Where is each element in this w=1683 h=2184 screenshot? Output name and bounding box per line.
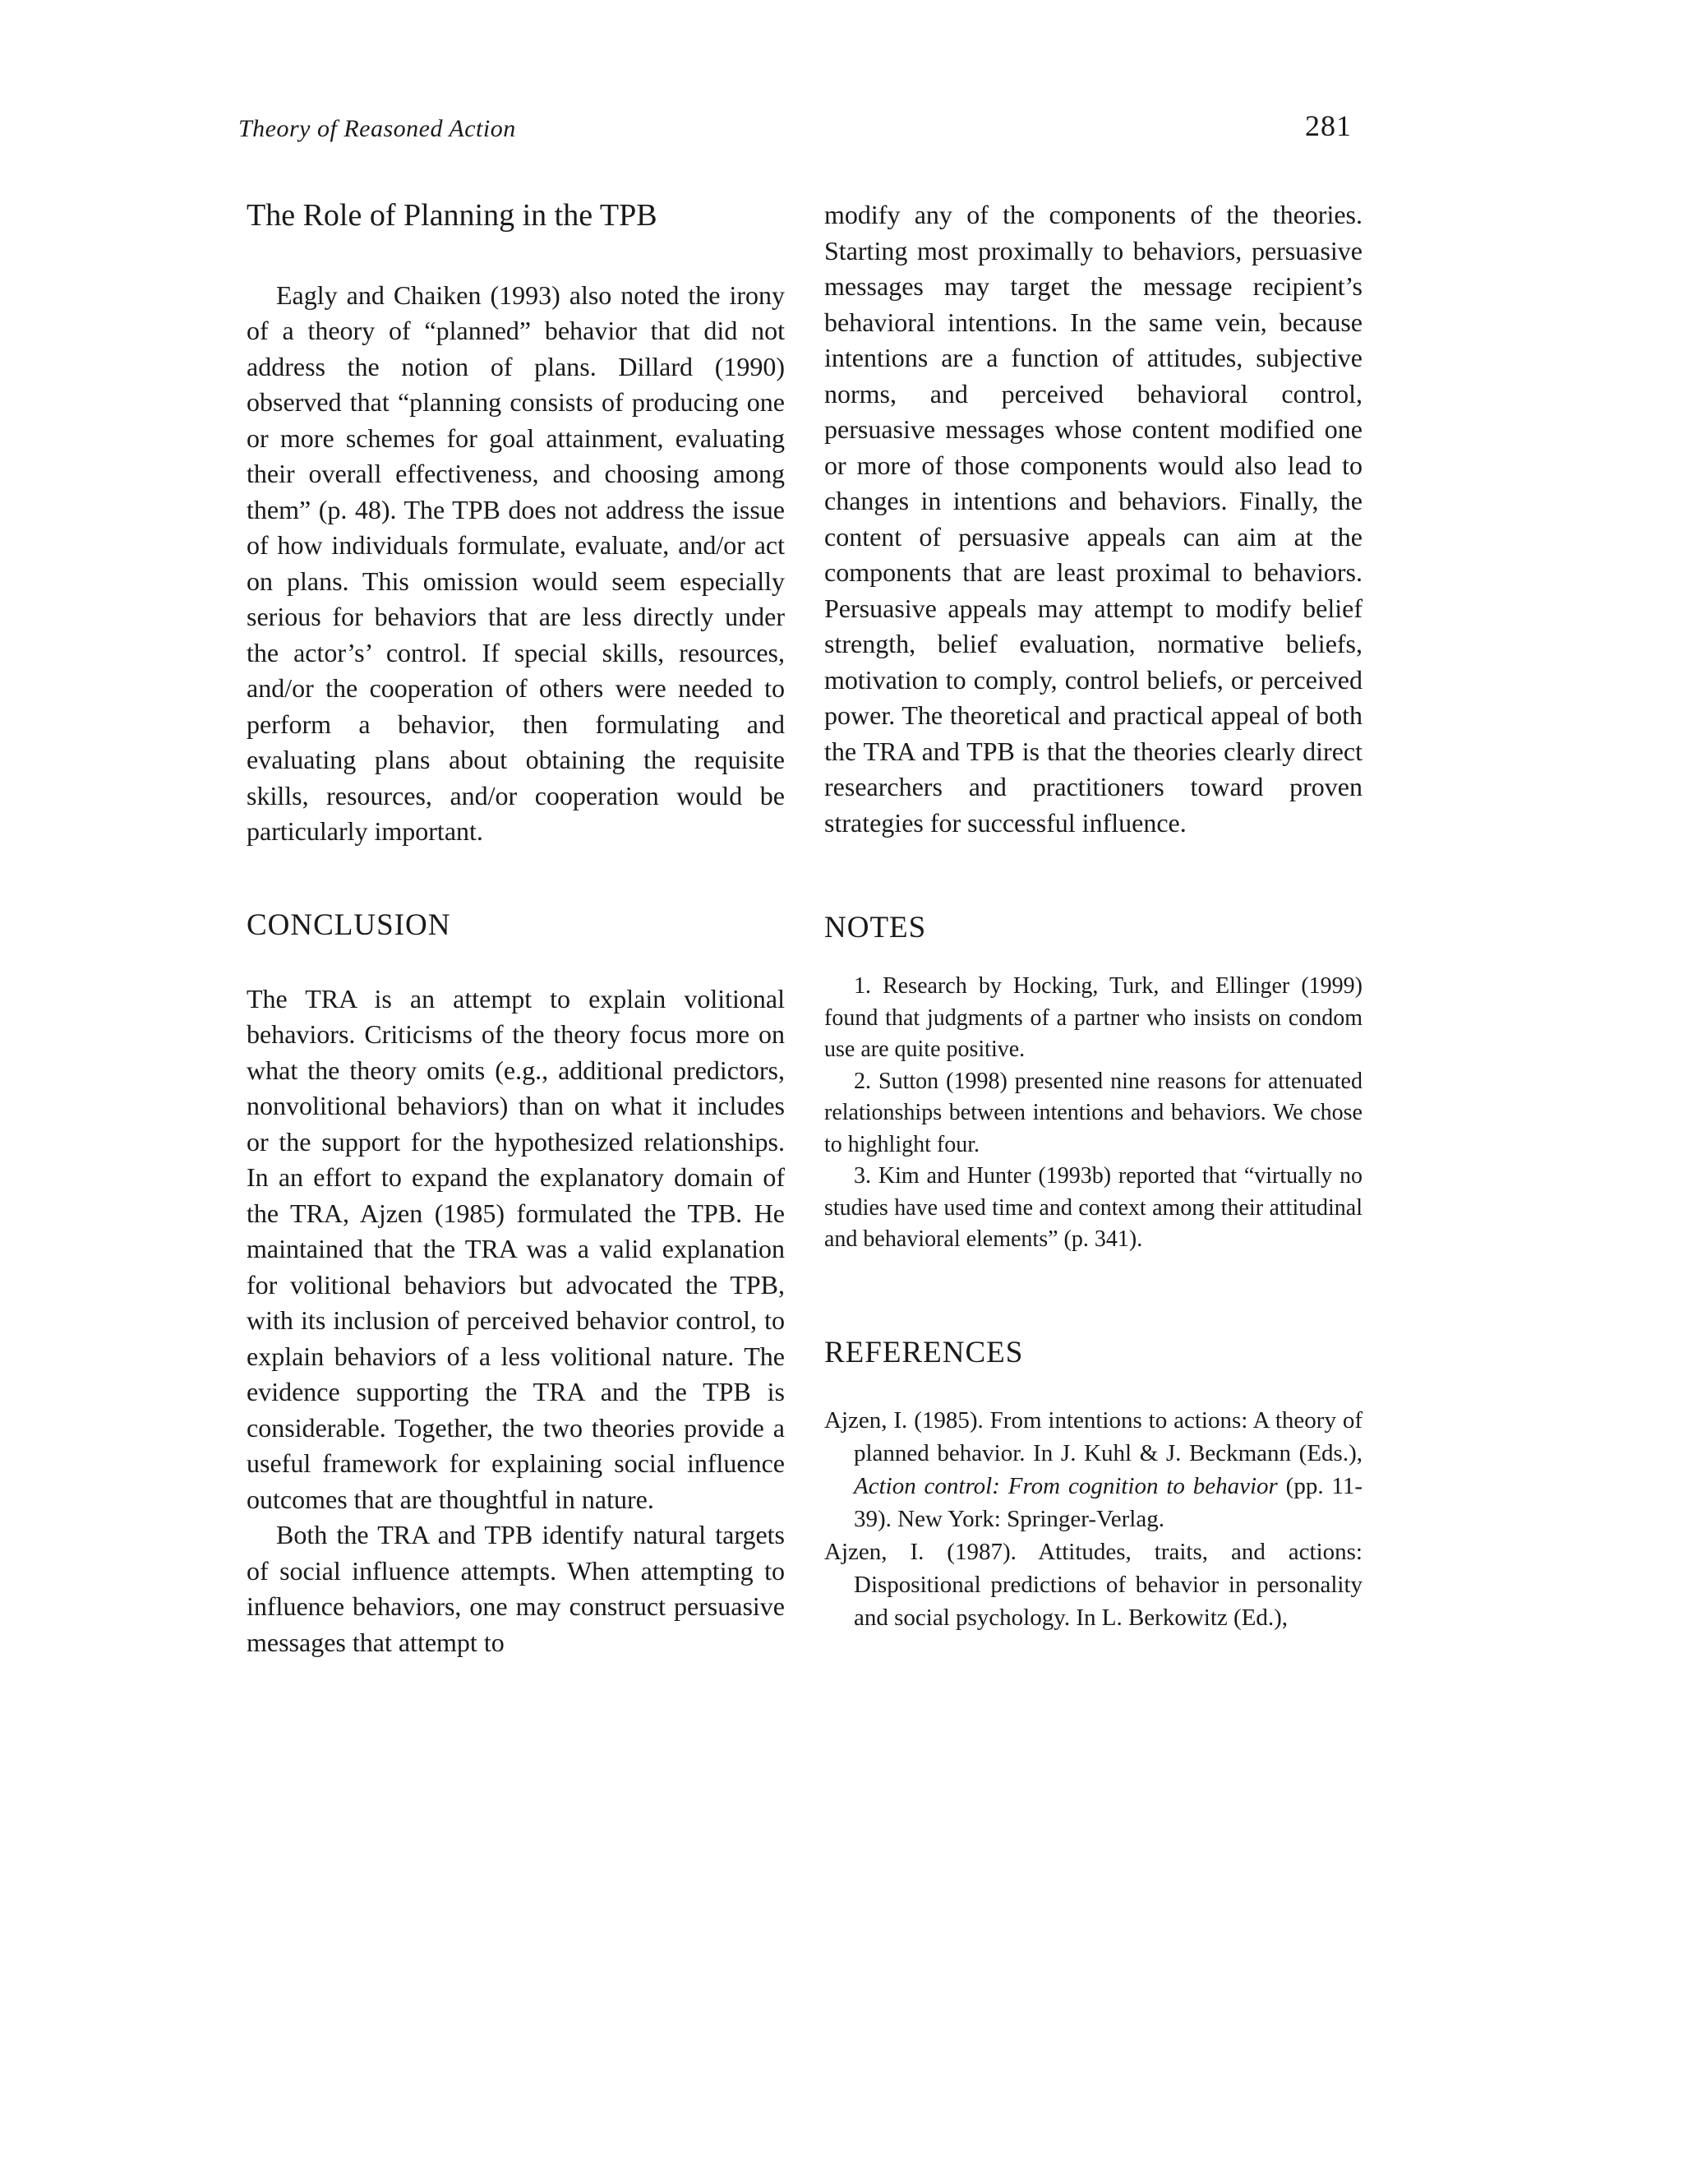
conclusion-paragraph-2: Both the TRA and TPB identify natural targets of social influence attempts. When attempting to influence behaviors, one may construct persuasive messages that attempt to (247, 1520, 785, 1657)
note-item: 2. Sutton (1998) presented nine reasons for attenuated relationships between intentions and behaviors. We chose to highlight four. (824, 1068, 1363, 1157)
conclusion-heading: CONCLUSION (247, 907, 451, 942)
reference-book-title: Action control: From cognition to behavior (854, 1473, 1278, 1500)
page-number: 281 (1305, 109, 1352, 142)
note-item: 3. Kim and Hunter (1993b) reported that “virtually no studies have used time and context among their attitudinal and behavioral elements” (p. 341). (824, 1163, 1363, 1253)
planning-heading: The Role of Planning in the TPB (247, 198, 657, 233)
reference-list (824, 1404, 1363, 1634)
reference-text: (pp. 11-39). New York: Springer-Verlag. (854, 1473, 1363, 1533)
reference-text: Ajzen, I. (1985). From intentions to actions: A theory of planned behavior. In J. Kuhl & J. Beckmann (Eds.), (824, 1407, 1363, 1467)
right-column (824, 197, 1363, 1634)
references-heading: REFERENCES (824, 1335, 1024, 1369)
left-column (247, 197, 785, 1660)
reference-entry: Ajzen, I. (1987). Attitudes, traits, and actions: Dispositional predictions of behavior in personality and social psychology. In L. Berkowitz (Ed.), (824, 1539, 1363, 1632)
running-head: Theory of Reasoned Action (238, 115, 516, 142)
continued-paragraph: modify any of the components of the theories. Starting most proximally to behaviors, persuasive messages may target the message recipient’s behavioral intentions. In the same vein, because intentions are a function of attitudes, subjective norms, and perceived behavioral control, persuasive messages whose content modified one or more of those components would also lead to changes in intentions and behaviors. Finally, the content of persuasive appeals can aim at the components that are least proximal to behaviors. Persuasive appeals may attempt to modify belief strength, belief evaluation, normative beliefs, motivation to comply, control beliefs, or perceived power. The theoretical and practical appeal of both the TRA and TPB is that the theories clearly direct researchers and practitioners toward proven strategies for successful influence. (824, 200, 1363, 838)
conclusion-paragraph-1: The TRA is an attempt to explain volitional behaviors. Criticisms of the theory focus more on what the theory omits (e.g., additional predictors, nonvolitional behaviors) than on what it includes or the support for the hypothesized relationships. In an effort to expand the explanatory domain of the TRA, Ajzen (1985) formulated the TPB. He maintained that the TRA was a valid explanation for volitional behaviors but advocated the TPB, with its inclusion of perceived behavior control, to explain behaviors of a less volitional nature. The evidence supporting the TRA and the TPB is considerable. Together, the two theories provide a useful framework for explaining social influence outcomes that are thoughtful in nature. (247, 983, 785, 1514)
reference-entry (824, 1404, 1363, 1535)
notes-list (824, 971, 1363, 1256)
planning-paragraph: Eagly and Chaiken (1993) also noted the irony of a theory of “planned” behavior that did not address the notion of plans. Dillard (1990) observed that “planning consists of producing one or more schemes for goal attainment, evaluating their overall effectiveness, and choosing among them” (p. 48). The TPB does not address the issue of how individuals formulate, evaluate, and/or act on plans. This omission would seem especially serious for behaviors that are less directly under the actor’s’ control. If special skills, resources, and/or the cooperation of others were needed to perform a behavior, then formulating and evaluating plans about obtaining the requisite skills, resources, and/or cooperation would be particularly important. (247, 279, 785, 847)
note-item: 1. Research by Hocking, Turk, and Ellinger (1999) found that judgments of a partner who insists on condom use are quite positive. (824, 973, 1363, 1063)
notes-heading: NOTES (824, 911, 927, 944)
